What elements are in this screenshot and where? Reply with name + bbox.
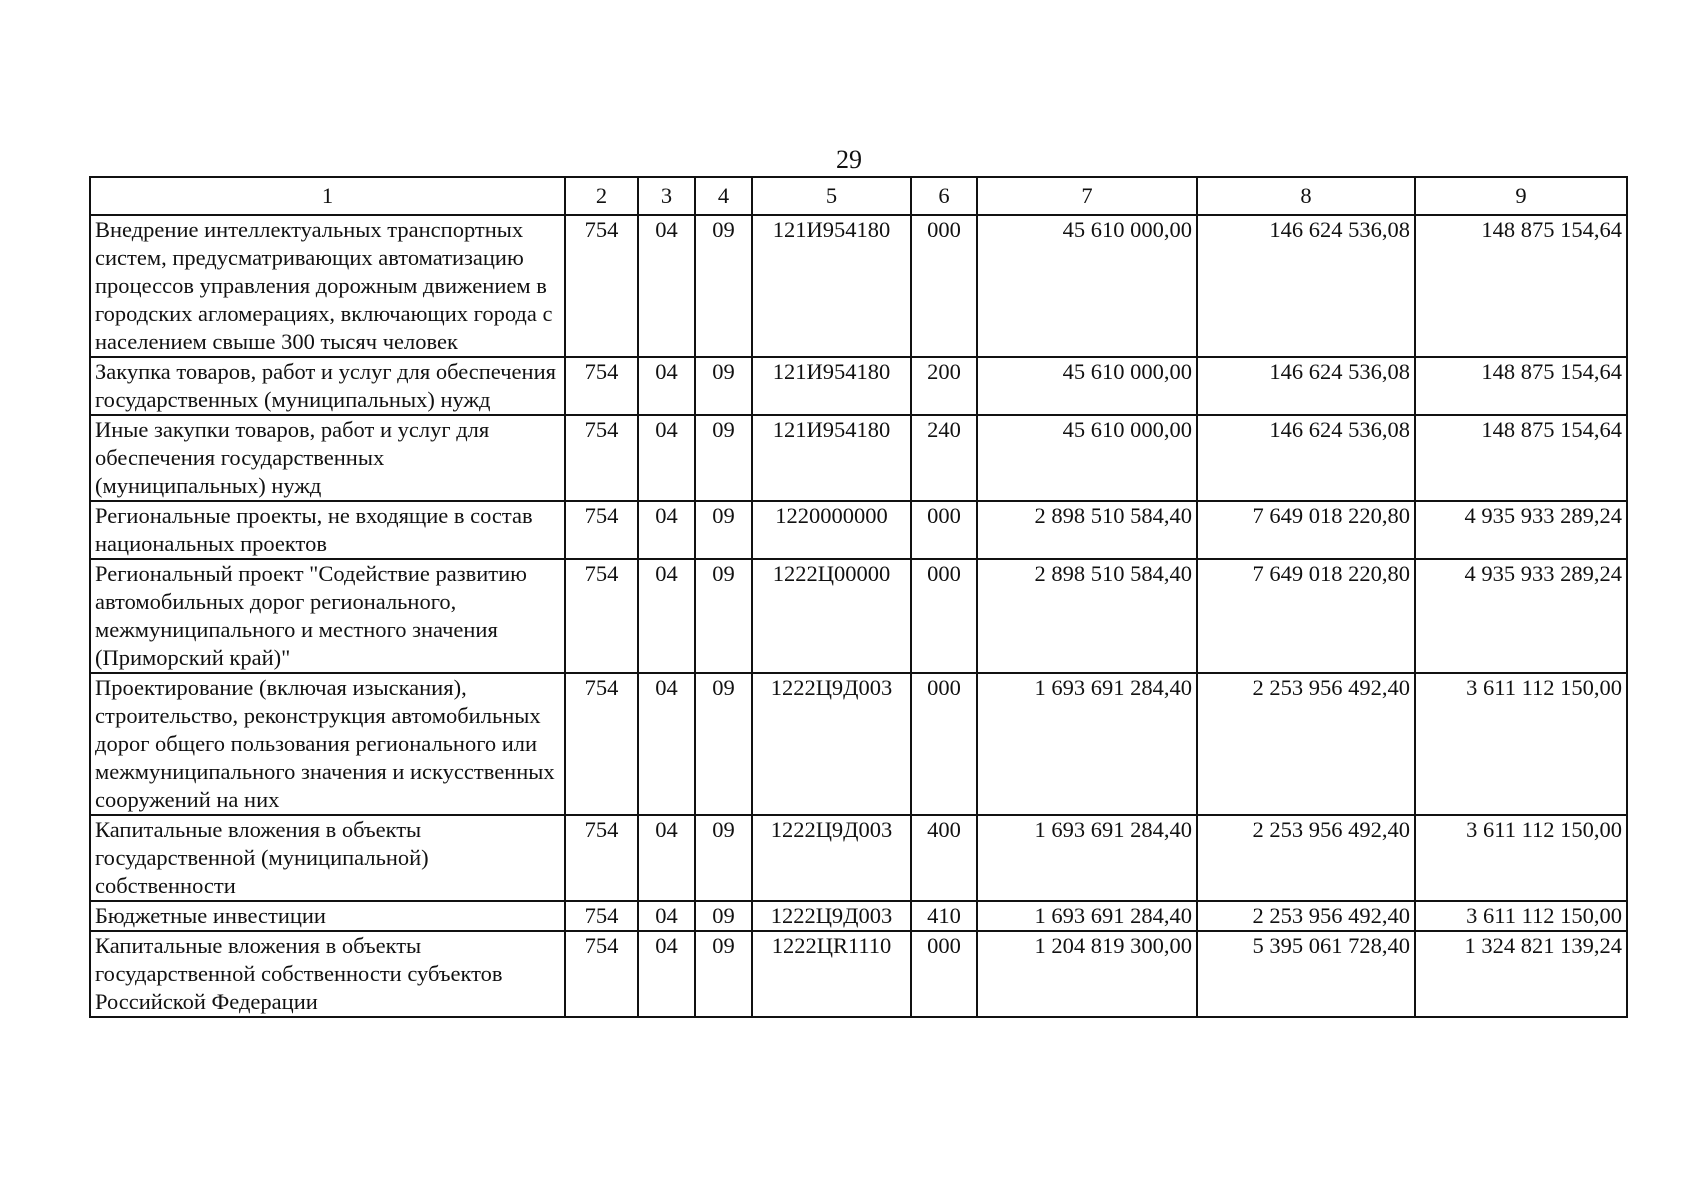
row-name: Бюджетные инвестиции [90, 901, 565, 931]
row-name: Закупка товаров, работ и услуг для обеспечения государственных (муниципальных) нужд [90, 357, 565, 415]
row-name: Региональный проект "Содействие развитию автомобильных дорог регионального, межмуниципального и местного значения (Приморский край)" [90, 559, 565, 673]
target-article-code: 121И954180 [752, 215, 911, 357]
amount-col8: 2 253 956 492,40 [1197, 673, 1415, 815]
target-article-code: 121И954180 [752, 415, 911, 501]
expense-type-code: 000 [911, 215, 977, 357]
table-row [90, 357, 1627, 415]
ministry-code: 754 [565, 931, 638, 1017]
amount-col8: 5 395 061 728,40 [1197, 931, 1415, 1017]
amount-col8: 146 624 536,08 [1197, 415, 1415, 501]
header-row [90, 177, 1627, 215]
column-header: 1 [90, 177, 565, 215]
ministry-code: 754 [565, 215, 638, 357]
target-article-code: 1222Ц00000 [752, 559, 911, 673]
amount-col7: 1 204 819 300,00 [977, 931, 1197, 1017]
section-code: 04 [638, 559, 695, 673]
column-header: 5 [752, 177, 911, 215]
subsection-code: 09 [695, 901, 752, 931]
ministry-code: 754 [565, 501, 638, 559]
section-code: 04 [638, 673, 695, 815]
column-header: 8 [1197, 177, 1415, 215]
ministry-code: 754 [565, 357, 638, 415]
ministry-code: 754 [565, 415, 638, 501]
target-article-code: 1222Ц9Д003 [752, 901, 911, 931]
amount-col9: 3 611 112 150,00 [1415, 815, 1627, 901]
column-header: 2 [565, 177, 638, 215]
expense-type-code: 410 [911, 901, 977, 931]
expense-type-code: 000 [911, 559, 977, 673]
table-row [90, 901, 1627, 931]
table-row [90, 415, 1627, 501]
amount-col8: 2 253 956 492,40 [1197, 815, 1415, 901]
section-code: 04 [638, 815, 695, 901]
ministry-code: 754 [565, 815, 638, 901]
subsection-code: 09 [695, 215, 752, 357]
section-code: 04 [638, 415, 695, 501]
table-row [90, 215, 1627, 357]
subsection-code: 09 [695, 815, 752, 901]
row-name: Иные закупки товаров, работ и услуг для обеспечения государственных (муниципальных) нужд [90, 415, 565, 501]
amount-col9: 1 324 821 139,24 [1415, 931, 1627, 1017]
target-article-code: 1222Ц9Д003 [752, 815, 911, 901]
target-article-code: 121И954180 [752, 357, 911, 415]
amount-col8: 146 624 536,08 [1197, 357, 1415, 415]
table-row [90, 673, 1627, 815]
ministry-code: 754 [565, 673, 638, 815]
amount-col9: 4 935 933 289,24 [1415, 501, 1627, 559]
table-row [90, 931, 1627, 1017]
amount-col7: 1 693 691 284,40 [977, 901, 1197, 931]
amount-col7: 45 610 000,00 [977, 415, 1197, 501]
page-number: 29 [836, 145, 862, 174]
column-header: 3 [638, 177, 695, 215]
amount-col7: 2 898 510 584,40 [977, 501, 1197, 559]
row-name: Капитальные вложения в объекты государственной собственности субъектов Российской Федерации [90, 931, 565, 1017]
table-row [90, 501, 1627, 559]
amount-col8: 146 624 536,08 [1197, 215, 1415, 357]
subsection-code: 09 [695, 501, 752, 559]
expense-type-code: 000 [911, 501, 977, 559]
amount-col9: 3 611 112 150,00 [1415, 673, 1627, 815]
row-name: Региональные проекты, не входящие в состав национальных проектов [90, 501, 565, 559]
expense-type-code: 200 [911, 357, 977, 415]
expense-type-code: 400 [911, 815, 977, 901]
section-code: 04 [638, 501, 695, 559]
section-code: 04 [638, 357, 695, 415]
table-row [90, 559, 1627, 673]
expense-type-code: 240 [911, 415, 977, 501]
column-header: 6 [911, 177, 977, 215]
table-row [90, 815, 1627, 901]
ministry-code: 754 [565, 901, 638, 931]
target-article-code: 1220000000 [752, 501, 911, 559]
section-code: 04 [638, 215, 695, 357]
amount-col9: 148 875 154,64 [1415, 215, 1627, 357]
subsection-code: 09 [695, 559, 752, 673]
target-article-code: 1222ЦR1110 [752, 931, 911, 1017]
amount-col8: 2 253 956 492,40 [1197, 901, 1415, 931]
subsection-code: 09 [695, 931, 752, 1017]
amount-col7: 2 898 510 584,40 [977, 559, 1197, 673]
column-header: 9 [1415, 177, 1627, 215]
subsection-code: 09 [695, 357, 752, 415]
amount-col9: 4 935 933 289,24 [1415, 559, 1627, 673]
row-name: Капитальные вложения в объекты государственной (муниципальной) собственности [90, 815, 565, 901]
section-code: 04 [638, 901, 695, 931]
amount-col9: 3 611 112 150,00 [1415, 901, 1627, 931]
amount-col7: 1 693 691 284,40 [977, 815, 1197, 901]
column-header: 4 [695, 177, 752, 215]
column-header: 7 [977, 177, 1197, 215]
target-article-code: 1222Ц9Д003 [752, 673, 911, 815]
amount-col8: 7 649 018 220,80 [1197, 501, 1415, 559]
amount-col7: 1 693 691 284,40 [977, 673, 1197, 815]
row-name: Проектирование (включая изыскания), строительство, реконструкция автомобильных дорог общего пользования регионального или межмуниципального значения и искусственных сооружений на них [90, 673, 565, 815]
ministry-code: 754 [565, 559, 638, 673]
section-code: 04 [638, 931, 695, 1017]
budget-table [89, 176, 1628, 1018]
expense-type-code: 000 [911, 931, 977, 1017]
row-name: Внедрение интеллектуальных транспортных систем, предусматривающих автоматизацию процессов управления дорожным движением в городских агломерациях, включающих города с населением свыше 300 тысяч человек [90, 215, 565, 357]
amount-col8: 7 649 018 220,80 [1197, 559, 1415, 673]
subsection-code: 09 [695, 673, 752, 815]
expense-type-code: 000 [911, 673, 977, 815]
subsection-code: 09 [695, 415, 752, 501]
amount-col7: 45 610 000,00 [977, 215, 1197, 357]
amount-col9: 148 875 154,64 [1415, 415, 1627, 501]
amount-col9: 148 875 154,64 [1415, 357, 1627, 415]
amount-col7: 45 610 000,00 [977, 357, 1197, 415]
